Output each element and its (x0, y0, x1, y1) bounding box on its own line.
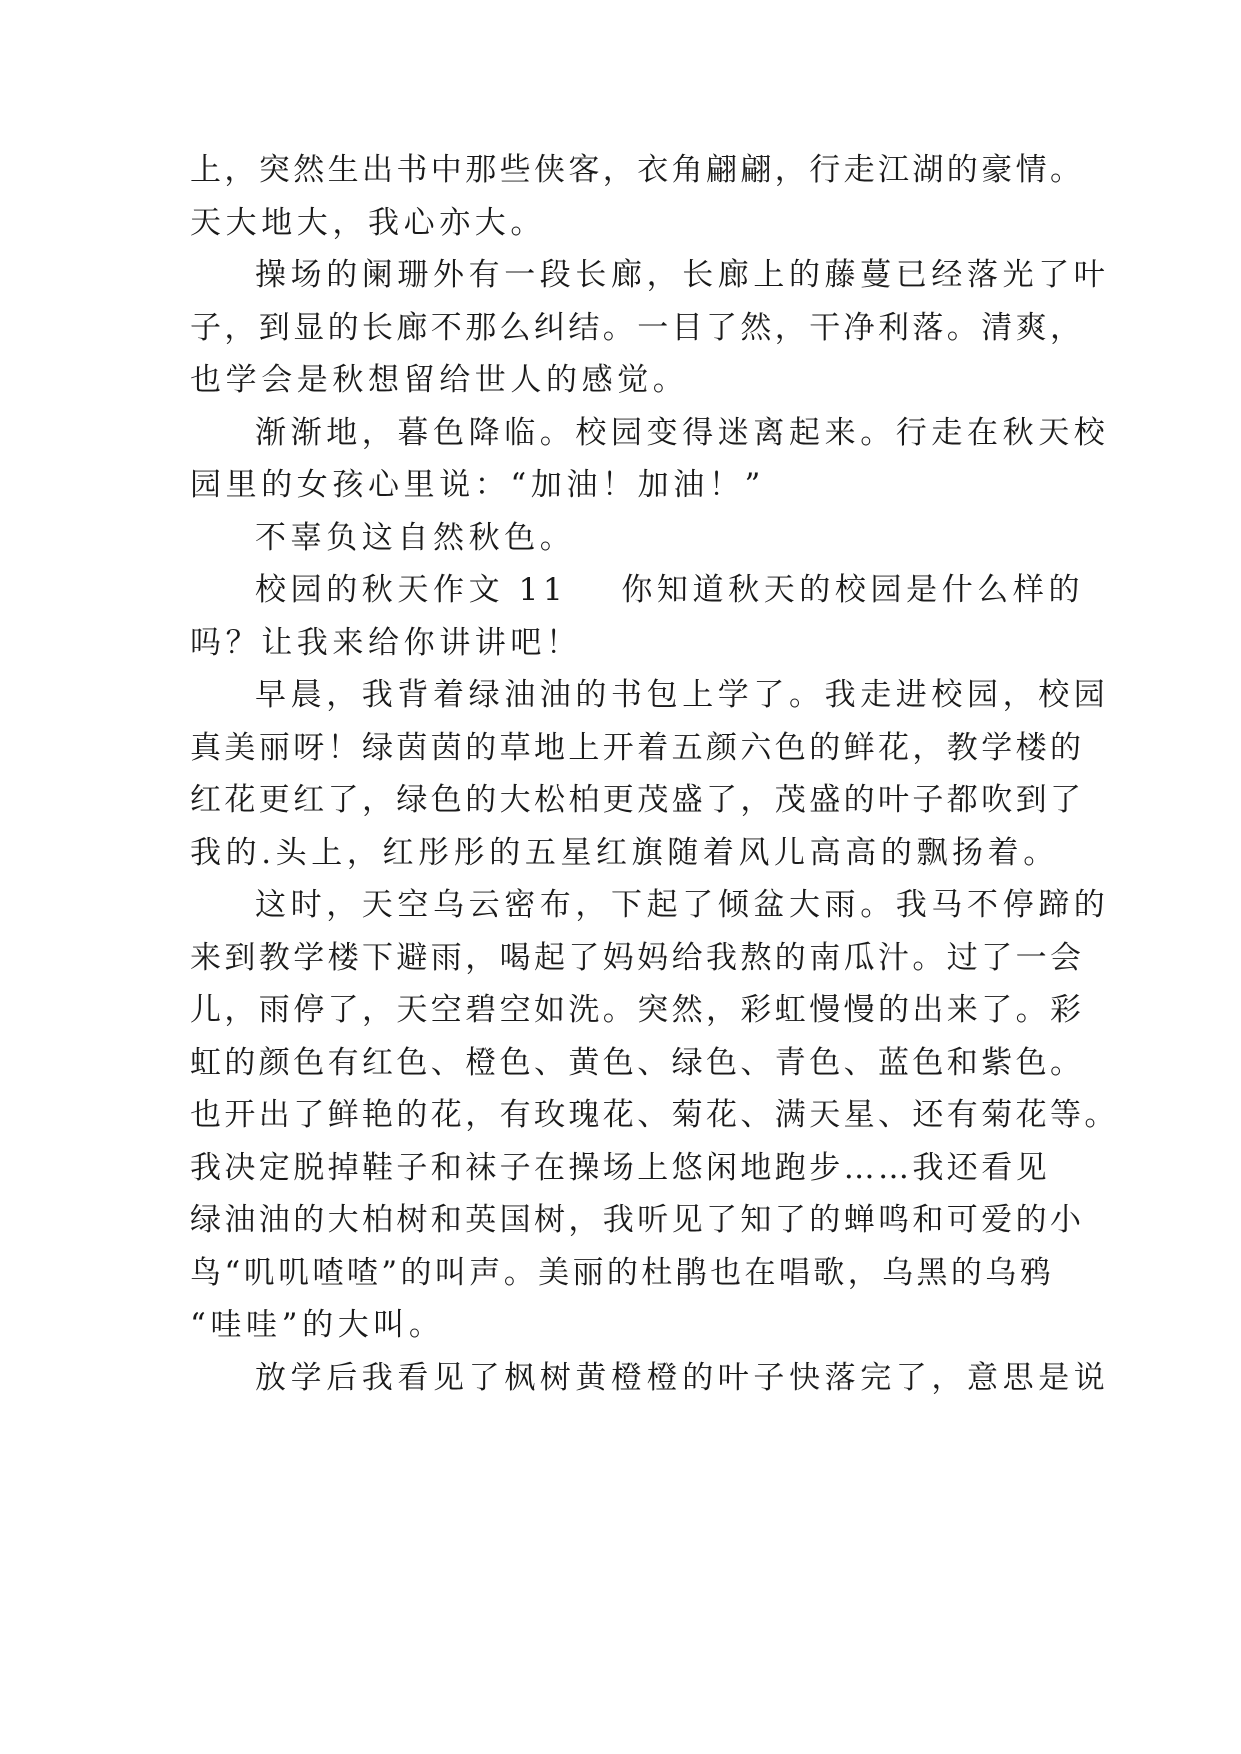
text-line: 我的.头上，红彤彤的五星红旗随着风儿高高的飘扬着。 (190, 835, 1059, 871)
text-line: 绿油油的大柏树和英国树，我听见了知了的蝉鸣和可爱的小 (190, 1202, 1085, 1238)
text-line: 园里的女孩心里说：“加油！加油！” (190, 467, 765, 503)
text-line: 儿，雨停了，天空碧空如洗。突然，彩虹慢慢的出来了。彩 (190, 992, 1085, 1028)
essay-title: 校园的秋天作文 11 (255, 572, 568, 608)
paragraph-start: 渐渐地，暮色降临。校园变得迷离起来。行走在秋天校 (255, 415, 1110, 451)
text-line: 也学会是秋想留给世人的感觉。 (190, 362, 689, 398)
essay-lead: 你知道秋天的校园是什么样的 (621, 572, 1085, 608)
text-line: 鸟“叽叽喳喳”的叫声。美丽的杜鹃也在唱歌，乌黑的乌鸦 (190, 1255, 1055, 1291)
text-line: 来到教学楼下避雨，喝起了妈妈给我熬的南瓜汁。过了一会 (190, 940, 1085, 976)
text-line: 红花更红了，绿色的大松柏更茂盛了，茂盛的叶子都吹到了 (190, 782, 1085, 818)
paragraph-start: 放学后我看见了枫树黄橙橙的叶子快落完了，意思是说 (255, 1360, 1110, 1396)
text-line: 也开出了鲜艳的花，有玫瑰花、菊花、满天星、还有菊花等。 (190, 1097, 1119, 1133)
text-line: “哇哇”的大叫。 (190, 1307, 445, 1343)
paragraph-start: 操场的阑珊外有一段长廊，长廊上的藤蔓已经落光了叶 (255, 257, 1110, 293)
text-line: 吗？让我来给你讲讲吧！ (190, 625, 582, 661)
essay-heading-line (255, 570, 1085, 610)
text-line: 虹的颜色有红色、橙色、黄色、绿色、青色、蓝色和紫色。 (190, 1045, 1085, 1081)
text-line: 我决定脱掉鞋子和袜子在操场上悠闲地跑步……我还看见 (190, 1150, 1050, 1186)
text-line: 子，到显的长廊不那么纠结。一目了然，干净利落。清爽， (190, 310, 1085, 346)
text-line: 天大地大，我心亦大。 (190, 205, 546, 241)
text-line: 真美丽呀！绿茵茵的草地上开着五颜六色的鲜花，教学楼的 (190, 730, 1085, 766)
text-line: 上，突然生出书中那些侠客，衣角翩翩，行走江湖的豪情。 (190, 152, 1085, 188)
paragraph-start: 早晨，我背着绿油油的书包上学了。我走进校园，校园 (255, 677, 1110, 713)
paragraph-start: 这时，天空乌云密布，下起了倾盆大雨。我马不停蹄的 (255, 887, 1110, 923)
paragraph-start: 不辜负这自然秋色。 (255, 520, 576, 556)
